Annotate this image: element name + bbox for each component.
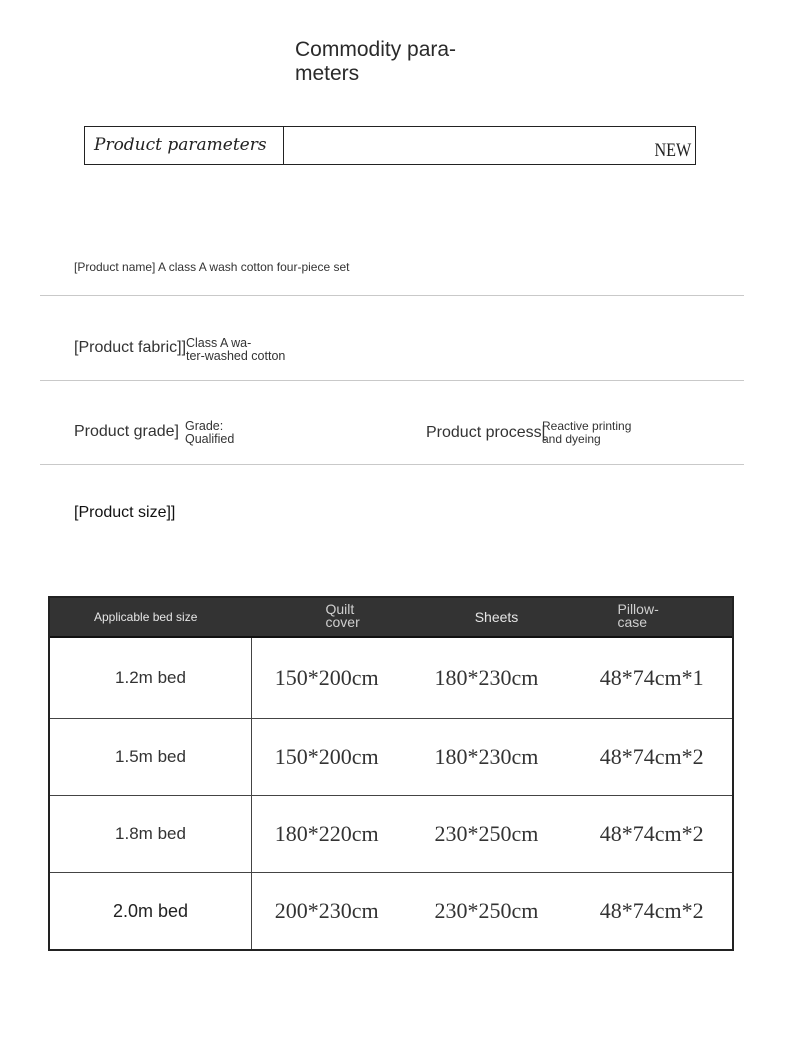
cell-quilt-cover: 150*200cm [252,719,402,796]
header-pillow-line1: Pillow- [617,600,659,617]
header-quilt-line1: Quilt [325,600,355,617]
product-parameters-banner [84,126,696,165]
size-table [48,596,734,951]
cell-pillowcase: 48*74cm*2 [572,796,733,873]
product-size-label: [Product size]] [74,504,176,521]
header-quilt-cover [252,598,402,637]
cell-bed-size: 1.5m bed [50,719,252,796]
product-grade-label: Product grade] [74,423,179,440]
size-table-header [50,598,732,637]
cell-pillowcase: 48*74cm*1 [572,637,733,719]
header-pillowcase [572,598,733,637]
product-process-label: Product process[ [426,424,547,441]
grade-value-line1: Grade: [185,419,224,433]
cell-pillowcase: 48*74cm*2 [572,719,733,796]
table-row [50,873,732,950]
process-value-line1: Reactive printing [542,419,632,433]
product-name: [Product name] A class A wash cotton four-piece set [74,260,350,274]
cell-quilt-cover: 200*230cm [252,873,402,950]
table-row [50,719,732,796]
cell-bed-size: 1.8m bed [50,796,252,873]
banner-label: Product parameters [85,127,284,164]
fabric-value-line2: ter-washed cotton [186,349,286,363]
product-fabric-label: [Product fabric]] [74,339,187,356]
cell-quilt-cover: 180*220cm [252,796,402,873]
cell-sheets: 180*230cm [402,637,572,719]
divider [40,380,744,381]
cell-sheets: 230*250cm [402,796,572,873]
header-bed-size: Applicable bed size [50,598,252,637]
cell-quilt-cover: 150*200cm [252,637,402,719]
header-quilt-line2: cover [325,613,360,630]
cell-sheets: 230*250cm [402,873,572,950]
page-title-line1: Commodity para- [295,38,457,61]
process-value-line2: and dyeing [542,432,601,446]
cell-pillowcase: 48*74cm*2 [572,873,733,950]
header-sheets: Sheets [402,598,572,637]
cell-sheets: 180*230cm [402,719,572,796]
cell-bed-size: 1.2m bed [50,637,252,719]
divider [40,464,744,465]
header-pillow-line2: case [617,613,648,630]
cell-bed-size: 2.0m bed [50,873,252,950]
new-badge: NEW [654,140,691,161]
grade-value-line2: Qualified [185,432,235,446]
table-row [50,796,732,873]
divider [40,295,744,296]
page-title-line2: meters [295,62,360,85]
product-process-value [542,420,631,446]
table-row [50,637,732,719]
product-grade-value [185,420,234,446]
product-fabric-value [186,337,285,363]
page-title [295,38,475,86]
fabric-value-line1: Class A wa- [186,336,252,350]
